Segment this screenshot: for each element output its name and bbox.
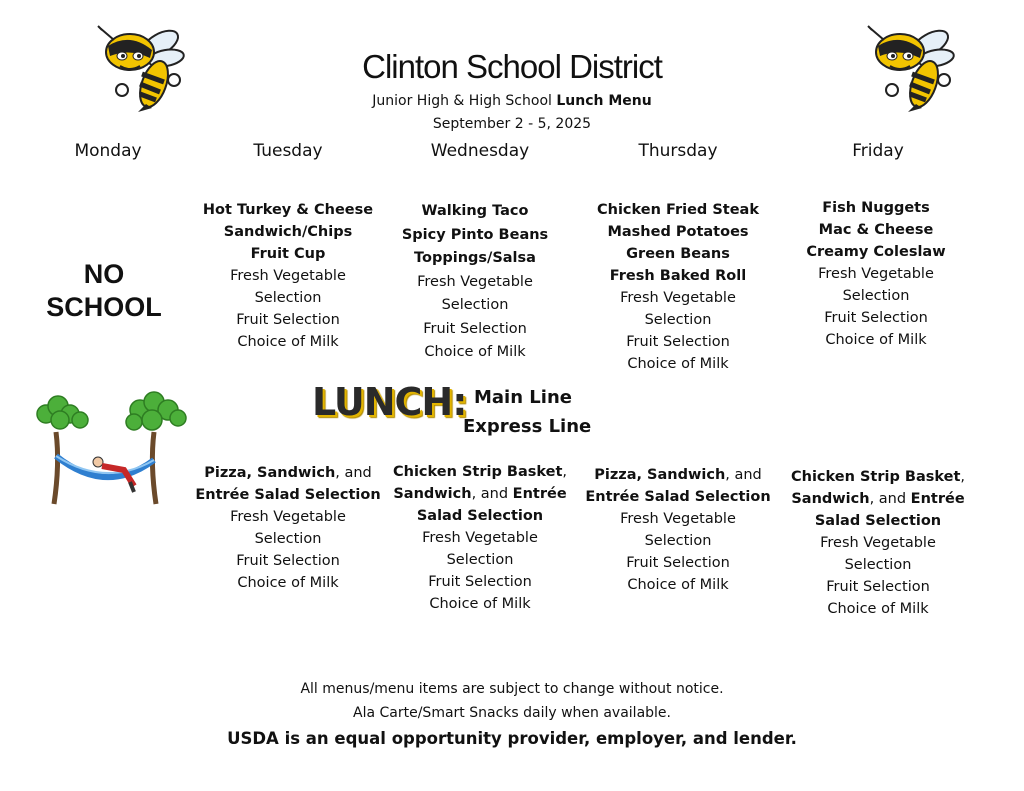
main-line-label: Main Line [474, 387, 572, 408]
express-line-thursday: Pizza, Sandwich, and Entrée Salad Selection Fresh Vegetable Selection Fruit Selection Choice of Milk [585, 467, 771, 593]
main-line-friday: Fish Nuggets Mac & Cheese Creamy Coleslaw Fresh Vegetable Selection Fruit Selection Choice of Milk [806, 200, 946, 348]
express-line-wednesday: Chicken Strip Basket, Sandwich, and Entrée Salad Selection Fresh Vegetable Selection Fruit Selection Choice of Milk [392, 464, 567, 612]
menu-dates: September 2 - 5, 2025 [432, 116, 592, 132]
main-line-thursday: Chicken Fried Steak Mashed Potatoes Green Beans Fresh Baked Roll Fresh Vegetable Selection Fruit Selection Choice of Milk [597, 202, 759, 372]
express-line-label: Express Line [463, 416, 592, 437]
day-header-thursday: Thursday [638, 141, 718, 161]
main-line-wednesday: Walking Taco Spicy Pinto Beans Toppings/Salsa Fresh Vegetable Selection Fruit Selection Choice of Milk [401, 203, 549, 360]
footer-usda-statement: USDA is an equal opportunity provider, employer, and lender. [227, 729, 797, 748]
day-header-tuesday: Tuesday [253, 141, 323, 161]
page-title: Clinton School District [362, 48, 662, 85]
day-header-wednesday: Wednesday [430, 141, 530, 161]
hammock-trees-icon [34, 394, 188, 506]
footer-ala-carte: Ala Carte/Smart Snacks daily when available. [353, 705, 671, 721]
menu-subtitle: Junior High & High School Lunch Menu [372, 93, 652, 109]
express-line-friday: Chicken Strip Basket, Sandwich, and Entrée Salad Selection Fresh Vegetable Selection Fruit Selection Choice of Milk [790, 469, 965, 617]
main-line-tuesday: Hot Turkey & Cheese Sandwich/Chips Fruit Cup Fresh Vegetable Selection Fruit Selection Choice of Milk [202, 202, 374, 350]
day-header-friday: Friday [852, 141, 904, 161]
day-header-monday: Monday [74, 141, 142, 161]
express-line-tuesday: Pizza, Sandwich, and Entrée Salad Selection Fresh Vegetable Selection Fruit Selection Choice of Milk [195, 465, 381, 591]
footer-disclaimer: All menus/menu items are subject to change without notice. [300, 681, 724, 697]
lunch-line-labels [463, 383, 591, 441]
no-school-notice: NO SCHOOL [46, 259, 162, 322]
lunch-banner-word: LUNCH: [312, 380, 467, 424]
